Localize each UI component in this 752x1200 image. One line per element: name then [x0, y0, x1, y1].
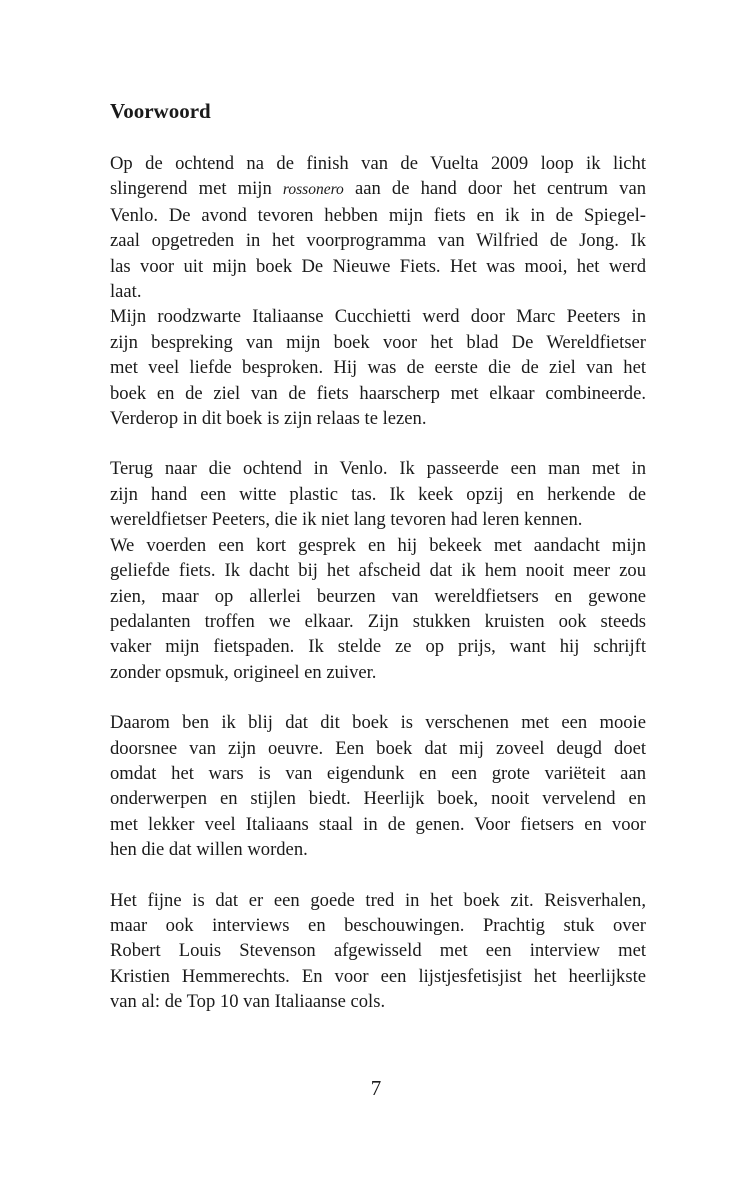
text-line — [110, 888, 646, 913]
text-line — [110, 812, 646, 837]
paragraph — [110, 456, 646, 685]
text-line — [110, 254, 646, 279]
text-line — [110, 964, 646, 989]
text-line — [110, 330, 646, 355]
text-run: hen die dat willen worden. — [110, 839, 308, 861]
text-run: zien, maar op allerlei beurzen van wereldfietsers en gewone — [110, 585, 646, 607]
text-line — [110, 203, 646, 228]
text-run: geliefde fiets. Ik dacht bij het afscheid dat ik hem nooit meer zou — [110, 560, 646, 582]
text-line — [110, 761, 646, 786]
text-line — [110, 151, 646, 176]
body-text — [110, 151, 646, 1015]
text-line — [110, 989, 646, 1014]
text-line — [110, 482, 646, 507]
text-run: We voerden een kort gesprek en hij bekeek met aandacht mijn — [110, 534, 646, 556]
text-line — [110, 228, 646, 253]
text-run: met veel liefde besproken. Hij was de eerste die de ziel van het — [110, 357, 646, 379]
text-run: Het fijne is dat er een goede tred in het boek zit. Reisverhalen, — [110, 889, 646, 911]
text-line — [110, 355, 646, 380]
italic-word: rossonero — [282, 181, 344, 199]
text-line — [110, 736, 646, 761]
text-line — [110, 609, 646, 634]
text-run: wereldfietser Peeters, die ik niet lang tevoren had leren kennen. — [110, 509, 583, 531]
text-line — [110, 660, 646, 685]
page-number: 7 — [370, 1076, 382, 1100]
book-page — [110, 96, 646, 1015]
text-run: maar ook interviews en beschouwingen. Prachtig stuk over — [110, 914, 646, 936]
text-run: zaal opgetreden in het voorprogramma van Wilfried de Jong. Ik — [110, 230, 646, 252]
text-run: Robert Louis Stevenson afgewisseld met een interview met — [110, 940, 646, 962]
text-line — [110, 938, 646, 963]
text-line — [110, 634, 646, 659]
text-line — [110, 381, 646, 406]
text-run: Op de ochtend na de finish van de Vuelta 2009 loop ik licht — [110, 153, 646, 174]
text-line — [110, 176, 646, 202]
text-run: Mijn roodzwarte Italiaanse Cucchietti werd door Marc Peeters in — [110, 306, 646, 328]
text-run: las voor uit mijn boek De Nieuwe Fiets. Het was mooi, het werd — [110, 255, 646, 277]
text-run: laat. — [110, 281, 142, 303]
text-run: onderwerpen en stijlen biedt. Heerlijk boek, nooit vervelend en — [110, 788, 646, 810]
text-run: zonder opsmuk, origineel en zuiver. — [110, 661, 377, 683]
text-run: slingerend met mijn — [110, 178, 283, 200]
text-run: boek en de ziel van de fiets haarscherp met elkaar combineerde. — [110, 382, 646, 404]
chapter-heading: Voorwoord — [110, 99, 211, 123]
text-line — [110, 710, 646, 735]
text-run: zijn hand een witte plastic tas. Ik keek opzij en herkende de — [110, 483, 646, 505]
text-run: met lekker veel Italiaans staal in de genen. Voor fietsers en voor — [110, 813, 646, 835]
text-line — [110, 507, 646, 532]
text-run: Daarom ben ik blij dat dit boek is verschenen met een mooie — [110, 712, 646, 734]
text-run: Terug naar die ochtend in Venlo. Ik passeerde een man met in — [110, 458, 646, 480]
text-run: zijn bespreking van mijn boek voor het blad De Wereldfietser — [110, 331, 646, 353]
text-line — [110, 406, 646, 431]
text-line — [110, 558, 646, 583]
text-run: Venlo. De avond tevoren hebben mijn fiets en ik in de Spiegel- — [110, 204, 646, 226]
paragraph — [110, 888, 646, 1015]
text-run: aan de hand door het centrum van — [343, 178, 646, 200]
text-run: van al: de Top 10 van Italiaanse cols. — [110, 991, 386, 1013]
text-run: doorsnee van zijn oeuvre. Een boek dat mij zoveel deugd doet — [110, 737, 646, 759]
text-line — [110, 304, 646, 329]
text-run: omdat het wars is van eigendunk en een grote variëteit aan — [110, 762, 646, 784]
text-line — [110, 456, 646, 481]
text-run: vaker mijn fietspaden. Ik stelde ze op prijs, want hij schrijft — [110, 636, 646, 658]
paragraph — [110, 710, 646, 862]
text-run: Verderop in dit boek is zijn relaas te lezen. — [110, 408, 427, 430]
text-line — [110, 786, 646, 811]
paragraph — [110, 151, 646, 431]
text-run: pedalanten troffen we elkaar. Zijn stukken kruisten ook steeds — [110, 610, 646, 632]
text-line — [110, 837, 646, 862]
text-line — [110, 279, 646, 304]
text-line — [110, 913, 646, 938]
text-line — [110, 584, 646, 609]
text-line — [110, 533, 646, 558]
text-run: Kristien Hemmerechts. En voor een lijstjesfetisjist het heerlijkste — [110, 965, 646, 987]
